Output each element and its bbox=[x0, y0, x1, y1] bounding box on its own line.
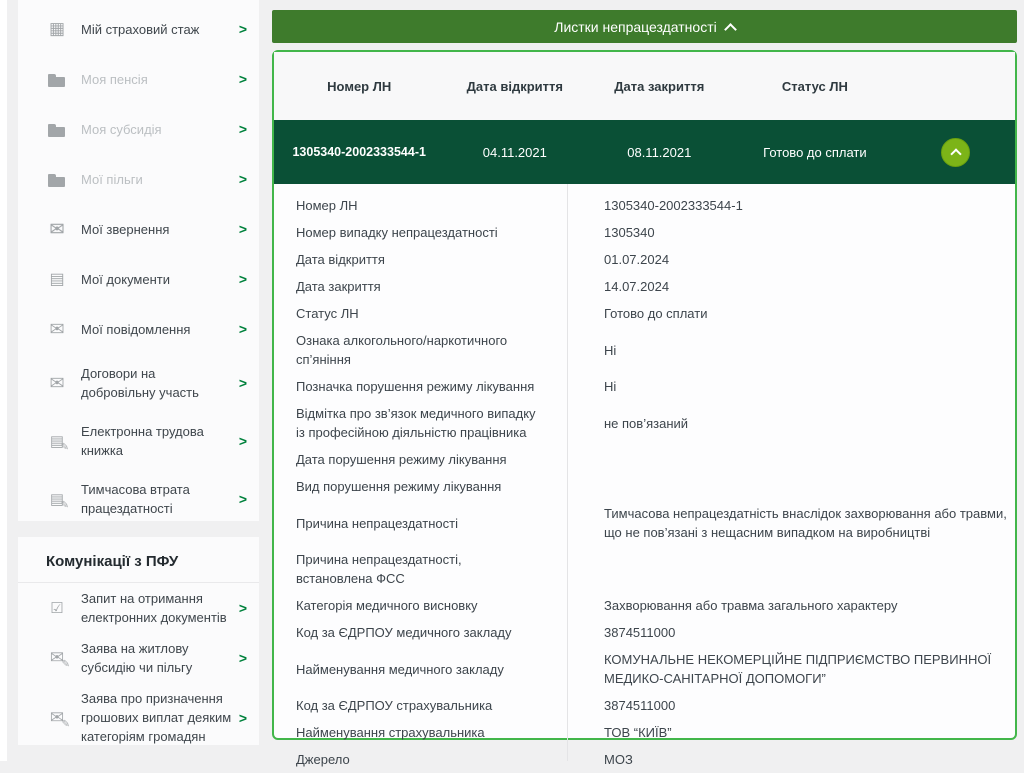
detail-label: Дата закриття bbox=[296, 279, 381, 294]
envelope-icon bbox=[46, 320, 68, 338]
detail-row bbox=[274, 446, 1015, 473]
detail-row bbox=[274, 592, 1015, 619]
envelope-icon bbox=[46, 374, 68, 392]
sidebar-communications-menu bbox=[18, 537, 259, 745]
chevron-right-icon: > bbox=[238, 600, 247, 616]
chevron-up-icon bbox=[724, 23, 737, 36]
detail-value bbox=[567, 483, 1015, 491]
detail-label: Відмітка про зв’язок медичного випадку із професійною діяльністю працівника bbox=[296, 406, 536, 440]
detail-value: Ні bbox=[604, 379, 617, 394]
chevron-right-icon: > bbox=[238, 171, 247, 187]
detail-label: Найменування страхувальника bbox=[296, 725, 485, 740]
chevron-right-icon: > bbox=[238, 21, 247, 37]
detail-row bbox=[274, 219, 1015, 246]
chevron-up-icon bbox=[950, 148, 961, 159]
detail-row bbox=[274, 746, 1015, 773]
sidebar-item-label: Мій страховий стаж bbox=[81, 21, 200, 37]
sidebar-item[interactable] bbox=[18, 412, 259, 470]
detail-label: Дата відкриття bbox=[296, 252, 385, 267]
sidebar-item-label: Запит на отримання електронних документів bbox=[81, 591, 227, 625]
chevron-right-icon: > bbox=[238, 321, 247, 337]
details-list bbox=[274, 184, 1015, 773]
ln-number-cell: 1305340-2002333544-1 bbox=[292, 145, 426, 159]
table-header-cell: Дата закриття bbox=[614, 78, 705, 94]
sidebar-item[interactable] bbox=[18, 470, 259, 528]
detail-value: КОМУНАЛЬНЕ НЕКОМЕРЦІЙНЕ ПІДПРИЄМСТВО ПЕРВИННОЇ МЕДИКО-САНІТАРНОЇ ДОПОМОГИ” bbox=[604, 652, 992, 686]
scroll-icon bbox=[46, 432, 68, 450]
detail-label: Найменування медичного закладу bbox=[296, 661, 504, 677]
form-icon bbox=[46, 599, 68, 617]
detail-label: Вид порушення режиму лікування bbox=[296, 479, 502, 494]
detail-row bbox=[274, 719, 1015, 746]
open-date-cell: 04.11.2021 bbox=[482, 144, 547, 160]
chevron-right-icon: > bbox=[238, 121, 247, 137]
chevron-right-icon: > bbox=[238, 375, 247, 391]
chevron-right-icon: > bbox=[238, 221, 247, 237]
sidebar-item-label: Договори на добровільну участь bbox=[81, 366, 199, 400]
detail-row bbox=[274, 327, 1015, 373]
detail-value: 3874511000 bbox=[604, 625, 676, 640]
detail-value: ТОВ “КИЇВ” bbox=[604, 725, 672, 740]
sidebar-item[interactable] bbox=[18, 154, 259, 204]
detail-row bbox=[274, 273, 1015, 300]
sidebar-item[interactable] bbox=[18, 204, 259, 254]
sidebar-item[interactable] bbox=[18, 104, 259, 154]
calendar-icon bbox=[46, 20, 68, 38]
detail-label: Дата порушення режиму лікування bbox=[296, 452, 507, 467]
detail-label: Джерело bbox=[296, 752, 350, 767]
detail-row bbox=[274, 619, 1015, 646]
detail-value bbox=[567, 456, 1015, 464]
folder-icon bbox=[46, 170, 68, 188]
envelope-pen-icon bbox=[46, 709, 68, 727]
detail-row bbox=[274, 473, 1015, 500]
detail-label: Статус ЛН bbox=[296, 306, 359, 321]
detail-label: Ознака алкогольного/наркотичного сп’яніння bbox=[296, 333, 508, 367]
accordion-title: Листки непрацездатності bbox=[554, 18, 717, 35]
sidebar-item[interactable] bbox=[18, 54, 259, 104]
detail-value: Готово до сплати bbox=[604, 306, 708, 321]
detail-label: Номер випадку непрацездатності bbox=[296, 225, 498, 240]
sidebar-item[interactable] bbox=[18, 633, 259, 683]
detail-row bbox=[274, 692, 1015, 719]
detail-row bbox=[274, 500, 1015, 546]
scroll-icon bbox=[46, 490, 68, 508]
sidebar-item-label: Тимчасова втрата працездатності bbox=[81, 482, 190, 516]
detail-value: 1305340 bbox=[604, 225, 655, 240]
sidebar-item[interactable] bbox=[18, 354, 259, 412]
table-header-cell: Статус ЛН bbox=[781, 78, 848, 94]
envelope-filled-icon bbox=[46, 220, 68, 238]
sick-leave-panel bbox=[272, 50, 1017, 767]
chevron-right-icon: > bbox=[238, 709, 247, 726]
detail-label: Номер ЛН bbox=[296, 198, 358, 213]
chevron-right-icon: > bbox=[238, 491, 247, 507]
detail-label: Категорія медичного висновку bbox=[296, 598, 478, 613]
collapse-row-button[interactable] bbox=[941, 138, 970, 167]
table-header-cell: Номер ЛН bbox=[327, 78, 392, 94]
sidebar-item-label: Моя субсидія bbox=[81, 121, 162, 137]
communications-items bbox=[18, 583, 259, 752]
table-header-row bbox=[274, 52, 1015, 120]
sick-leave-summary-row[interactable] bbox=[274, 120, 1015, 184]
detail-value: Захворювання або травма загального характеру bbox=[604, 598, 898, 613]
detail-value: 14.07.2024 bbox=[604, 279, 670, 294]
detail-value: не пов’язаний bbox=[604, 415, 689, 431]
envelope-pen-icon bbox=[46, 649, 68, 667]
document-icon bbox=[46, 270, 68, 288]
folder-icon bbox=[46, 120, 68, 138]
close-date-cell: 08.11.2021 bbox=[627, 144, 692, 160]
detail-label: Позначка порушення режиму лікування bbox=[296, 379, 535, 394]
detail-value bbox=[567, 565, 1015, 573]
detail-row bbox=[274, 300, 1015, 327]
detail-label: Причина непрацездатності bbox=[296, 515, 458, 531]
detail-row bbox=[274, 546, 1015, 592]
communications-section-title: Комунікації з ПФУ bbox=[18, 537, 259, 583]
detail-row bbox=[274, 400, 1015, 446]
sidebar-item-label: Електронна трудова книжка bbox=[81, 424, 204, 458]
folder-icon bbox=[46, 70, 68, 88]
sidebar-item-label: Моя пенсія bbox=[81, 71, 148, 87]
accordion-header-sick-leave[interactable] bbox=[272, 10, 1017, 43]
sidebar-item[interactable] bbox=[18, 254, 259, 304]
detail-value: МОЗ bbox=[604, 752, 633, 767]
sidebar-item[interactable] bbox=[18, 304, 259, 354]
detail-label: Код за ЄДРПОУ медичного закладу bbox=[296, 625, 512, 640]
detail-value: Ні bbox=[604, 342, 617, 358]
chevron-right-icon: > bbox=[238, 71, 247, 87]
sidebar-item-label: Мої пільги bbox=[81, 171, 143, 187]
left-margin bbox=[0, 0, 7, 761]
chevron-right-icon: > bbox=[238, 271, 247, 287]
sidebar-item[interactable] bbox=[18, 683, 259, 752]
collapse-cell bbox=[896, 138, 1015, 167]
table-header-cell: Дата відкриття bbox=[466, 78, 563, 94]
detail-label: Код за ЄДРПОУ страхувальника bbox=[296, 698, 493, 713]
detail-label: Причина непрацездатності, встановлена ФСС bbox=[296, 552, 462, 586]
detail-value: 3874511000 bbox=[604, 698, 676, 713]
detail-row bbox=[274, 246, 1015, 273]
sidebar-item-label: Мої звернення bbox=[81, 221, 170, 237]
status-cell: Готово до сплати bbox=[763, 144, 867, 160]
sidebar-item[interactable] bbox=[18, 583, 259, 633]
sidebar-main-menu bbox=[18, 0, 259, 521]
detail-row bbox=[274, 373, 1015, 400]
sidebar-item-label: Мої повідомлення bbox=[81, 321, 191, 337]
chevron-right-icon: > bbox=[238, 650, 247, 666]
detail-value: 01.07.2024 bbox=[604, 252, 670, 267]
detail-value: 1305340-2002333544-1 bbox=[604, 198, 743, 213]
detail-row bbox=[274, 646, 1015, 692]
detail-row bbox=[274, 192, 1015, 219]
sidebar-item-label: Мої документи bbox=[81, 271, 170, 287]
sidebar-item-label: Заява на житлову субсидію чи пільгу bbox=[81, 641, 193, 675]
sidebar-item[interactable] bbox=[18, 4, 259, 54]
sidebar-item-label: Заява про призначення грошових виплат деяким категоріям громадян bbox=[81, 691, 232, 744]
chevron-right-icon: > bbox=[238, 433, 247, 449]
detail-value: Тимчасова непрацездатність внаслідок захворювання або травми, що не пов’язані з нещасним випадком на виробництві bbox=[604, 506, 1007, 540]
